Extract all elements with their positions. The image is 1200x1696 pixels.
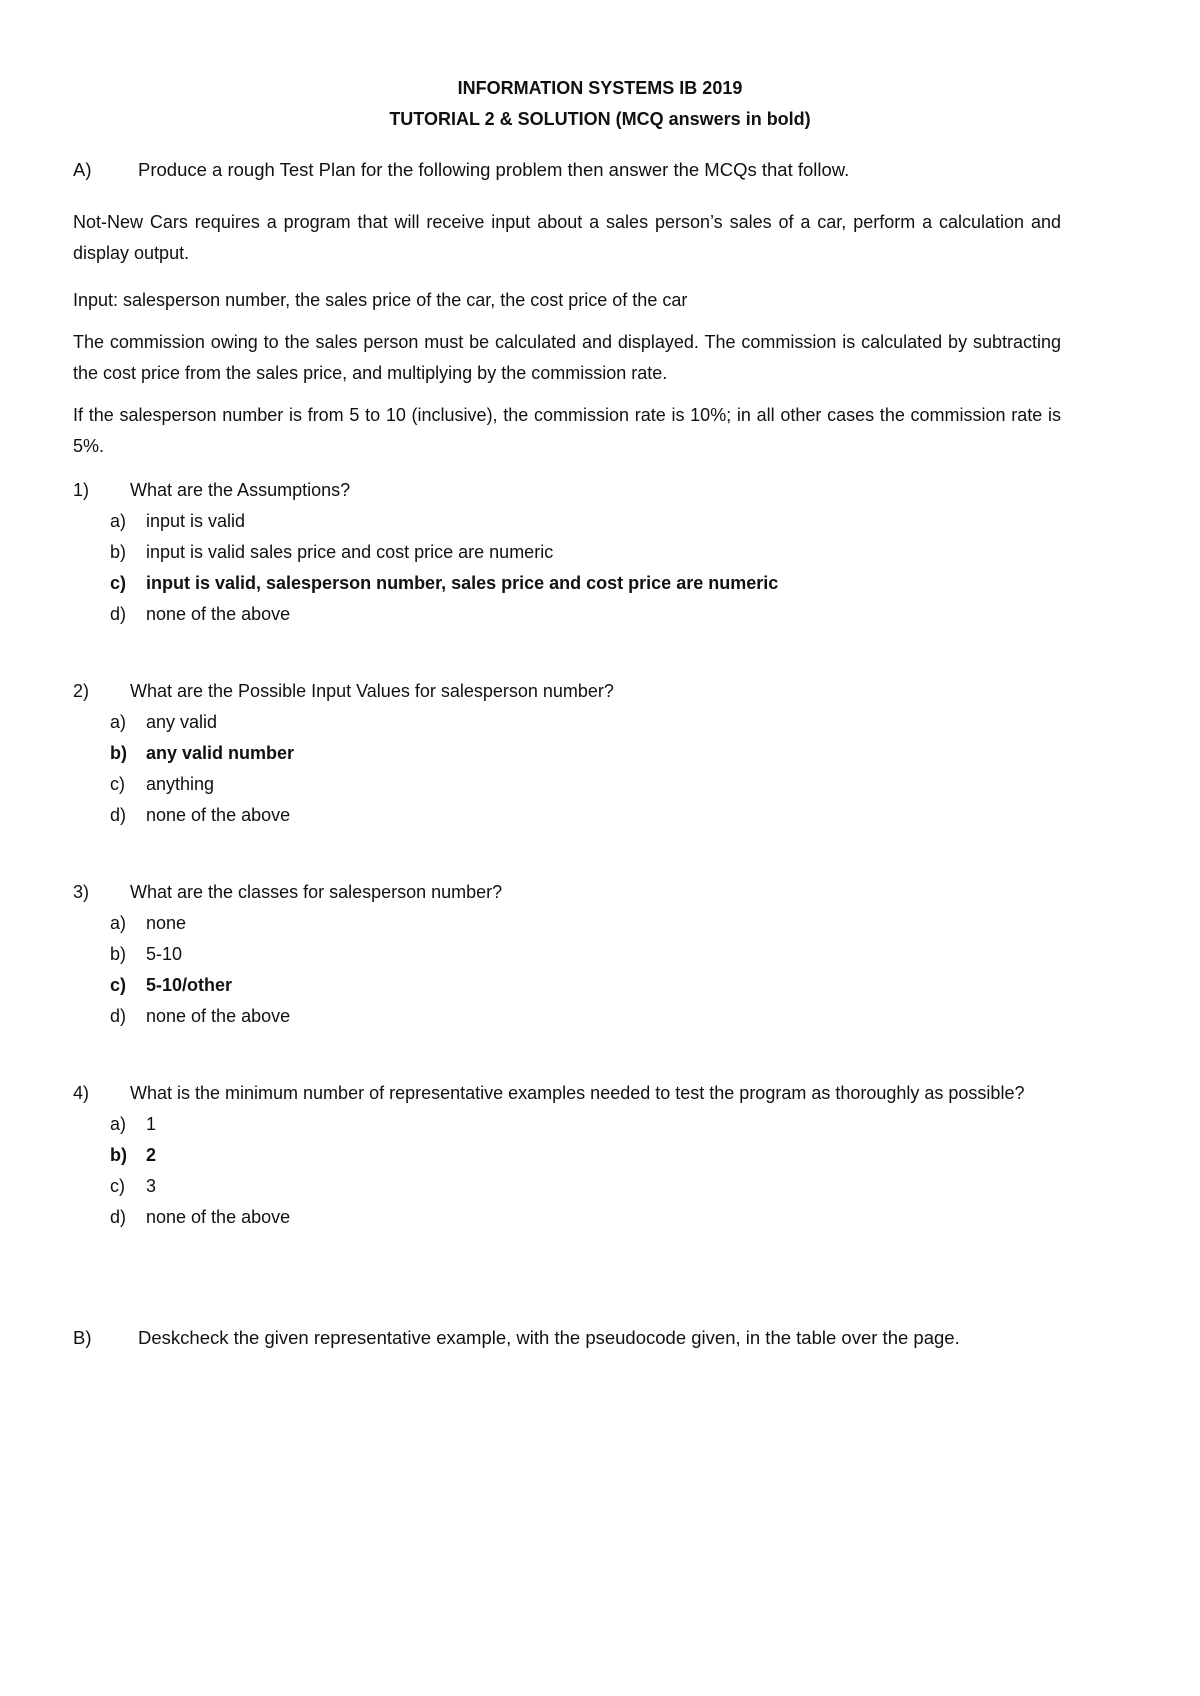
option-letter: a) [110,1114,127,1134]
question-text: What are the Possible Input Values for salesperson number? [130,681,614,701]
option-text: none of the above [146,1006,291,1026]
section-b-text: Deskcheck the given representative example, with the pseudocode given, in the table over the page. [138,1327,960,1348]
option-text: input is valid, salesperson number, sales price and cost price are numeric [146,573,779,593]
option-c-correct-answer [73,568,1061,599]
question-4 [73,1078,1061,1233]
option-b [73,939,1061,970]
question-text: What are the classes for salesperson number? [130,882,503,902]
option-letter: a) [110,913,127,933]
option-text: 5-10/other [146,975,233,995]
question-4-heading [73,1078,1061,1109]
option-b-correct-answer [73,738,1061,769]
option-a [73,1109,1061,1140]
option-text: 3 [146,1176,157,1196]
commission-description: The commission owing to the sales person must be calculated and displayed. The commission is calculated by subtracting the cost price from the sales price, and multiplying by the commission rate. [73,332,1061,383]
option-text: input is valid [146,511,246,531]
option-d [73,599,1061,630]
option-d [73,1202,1061,1233]
option-letter: d) [110,604,127,624]
option-text: none of the above [146,805,291,825]
option-b-correct-answer [73,1140,1061,1171]
option-text: 2 [146,1145,157,1165]
option-letter: c) [110,975,127,995]
option-letter: d) [110,1207,127,1227]
document-subtitle: TUTORIAL 2 & SOLUTION (MCQ answers in bold) [389,109,811,129]
option-letter: a) [110,511,127,531]
question-number: 1) [73,480,90,500]
option-a [73,707,1061,738]
option-d [73,800,1061,831]
option-letter: d) [110,805,127,825]
option-letter: b) [110,542,127,562]
question-2 [73,676,1061,831]
question-text: What are the Assumptions? [130,480,351,500]
option-text: anything [146,774,215,794]
question-number: 3) [73,882,90,902]
option-text: 1 [146,1114,157,1134]
problem-description: Not-New Cars requires a program that will receive input about a sales person’s sales of a car, perform a calculation and display output. [73,212,1061,263]
option-letter: d) [110,1006,127,1026]
question-number: 4) [73,1083,90,1103]
option-letter: c) [110,774,125,794]
question-text: What is the minimum number of representative examples needed to test the program as thoroughly as possible? [130,1083,1025,1103]
question-number: 2) [73,681,90,701]
option-letter: c) [110,573,127,593]
option-text: 5-10 [146,944,183,964]
option-b [73,537,1061,568]
option-text: none of the above [146,1207,291,1227]
option-letter: b) [110,944,127,964]
question-1 [73,475,1061,630]
option-letter: b) [110,743,127,763]
option-c [73,769,1061,800]
option-c [73,1171,1061,1202]
option-text: any valid [146,712,218,732]
option-text: none of the above [146,604,291,624]
question-2-heading [73,676,1061,707]
question-1-heading [73,475,1061,506]
input-description: Input: salesperson number, the sales price of the car, the cost price of the car [73,290,688,310]
section-b-label: B) [73,1327,92,1348]
question-3-heading [73,877,1061,908]
option-c-correct-answer [73,970,1061,1001]
commission-rate-description: If the salesperson number is from 5 to 10 (inclusive), the commission rate is 10%; in all other cases the commission rate is 5%. [73,405,1061,456]
option-d [73,1001,1061,1032]
document-title: INFORMATION SYSTEMS IB 2019 [457,78,743,98]
option-letter: c) [110,1176,125,1196]
option-text: input is valid sales price and cost price are numeric [146,542,554,562]
option-text: none [146,913,187,933]
question-3 [73,877,1061,1032]
option-text: any valid number [146,743,295,763]
section-a-text: Produce a rough Test Plan for the following problem then answer the MCQs that follow. [138,159,850,180]
section-a-label: A) [73,159,92,180]
option-a [73,908,1061,939]
option-letter: a) [110,712,127,732]
option-a [73,506,1061,537]
option-letter: b) [110,1145,127,1165]
